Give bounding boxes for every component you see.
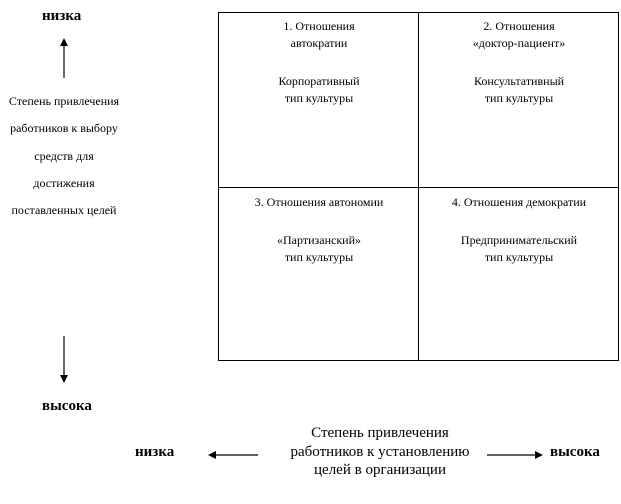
- quadrant-3-title-line1: 3. Отношения автономии: [254, 195, 384, 209]
- quadrant-2-culture-line1: Консультативный: [473, 74, 565, 88]
- arrow-left-icon: [208, 449, 258, 461]
- quadrant-4-culture: [419, 232, 619, 266]
- quadrant-1-culture: [219, 73, 419, 107]
- culture-matrix: [218, 12, 619, 361]
- quadrant-3-culture: [219, 232, 419, 266]
- quadrant-3-culture-line1: «Партизанский»: [277, 233, 361, 247]
- y-axis-low-label: низка: [42, 8, 82, 24]
- arrow-up-icon: [57, 38, 71, 78]
- quadrant-2-culture-line2: тип культуры: [484, 91, 554, 105]
- quadrant-1-title: [219, 18, 419, 52]
- quadrant-2-culture: [419, 73, 619, 107]
- arrow-down-icon: [57, 336, 71, 384]
- quadrant-4-culture-line2: тип культуры: [484, 250, 554, 264]
- matrix-horizontal-divider: [219, 187, 618, 188]
- quadrant-2-title: [419, 18, 619, 52]
- quadrant-2-title-line2: «доктор-пациент»: [472, 36, 566, 50]
- quadrant-1-title-line2: автократии: [290, 36, 348, 50]
- quadrant-1-title-line1: 1. Отношения: [283, 19, 355, 33]
- quadrant-3-culture-line2: тип культуры: [284, 250, 354, 264]
- quadrant-4-title: [419, 194, 619, 211]
- y-axis-title: Степень привлечения работников к выбору средств для достижения поставленных целей: [8, 94, 120, 218]
- x-axis-title: Степень привлечения работников к установлению целей в организации: [290, 425, 470, 478]
- quadrant-1-culture-line1: Корпоративный: [278, 74, 360, 88]
- quadrant-1-culture-line2: тип культуры: [284, 91, 354, 105]
- arrow-right-icon: [487, 449, 543, 461]
- quadrant-2-title-line1: 2. Отношения: [483, 19, 555, 33]
- quadrant-3-title: [219, 194, 419, 211]
- quadrant-4-title-line1: 4. Отношения демократии: [451, 195, 587, 209]
- quadrant-4-culture-line1: Предпринимательский: [460, 233, 578, 247]
- y-axis-high-label: высока: [42, 398, 92, 414]
- x-axis-low-label: низка: [135, 444, 175, 460]
- x-axis-high-label: высока: [550, 444, 600, 460]
